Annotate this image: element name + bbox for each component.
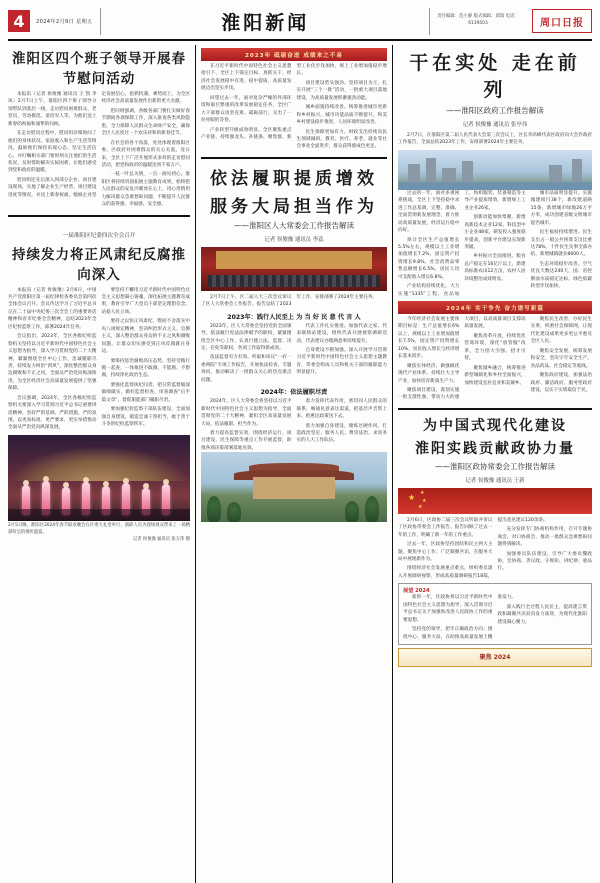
lead-byline-government-report: 记者 侯俊豫 通讯员 张亭伟 [462,122,528,128]
photo-lake [398,182,592,190]
article-subhead-npc: ——淮阳区人大常委会工作报告解读 [234,220,354,230]
lead-headline-government-report: 干在实处 走在前列 [409,52,581,101]
paragraph: 本报讯（记者 侯俊豫）2月6日，中国共产党淮阳区第一届纪律检查委员会第四次全体会议召开。会议传达学习了习近平总书记在二十届中央纪委三次全会上的重要讲话精神和省市纪委全会精神，总结2023年全区纪检监察工作，部署2024年任务。 [8,287,97,330]
article-body-npc-2023 [201,323,387,385]
paragraph: 民生福祉持续增进。民生支出占一般公共预算支出比重达78%，十件民生实事全部办结，新增城镇就业8600人。 [530,230,592,258]
paragraph: 加强委员队伍建设，引导广大委员懂政协、会协商、善议政，守规矩、讲纪律、重品行。 [497,551,592,572]
outlook-box [398,583,592,645]
article-body-report-2023 [398,190,592,298]
paragraph: 会议强调，2024年，全区各级纪检监察机关要深入学习贯彻习近平总书记重要讲话精神，坚持严的基调、严的措施、严的氛围，以更高标准、更严要求、更实举措推动全面从严治党向纵深发展。 [8,395,97,431]
star-icon: ★ [422,497,427,504]
article-body-overview [201,63,387,151]
paragraph: 要保持惩治腐败高压态势，坚持受贿行贿一起查，一体推进不敢腐、不能腐、不想腐，持续净化政治生态。 [101,358,190,379]
star-icon: ★ [418,503,423,510]
photo-hall-wall [253,477,335,499]
lead-paragraph-government-report [398,132,592,147]
article-headline-welfare: 淮阳区四个班子领导开展春节慰问活动 [12,51,186,87]
photo-taihao-temple [201,452,387,522]
article-subhead-cppcc: ——淮阳区政协常委会工作报告解读 [435,461,555,471]
paragraph: 2月7日上午，区二届人大三次会议审议了区人大常委会工作报告。报告总结了2023年工作，安排部署了2024年主要任务。 [201,294,378,308]
article-byline-cppcc: 记者 侯俊豫 通讯员 王新 [465,477,525,484]
paragraph: 着力发挥代表作用，密切同人民群众的联系，畅通民意表达渠道，把基层声音带上来、把惠民政策送下去。 [296,399,387,420]
publication-logo: 周口日报 [532,9,592,33]
photo-tree [365,496,379,522]
paragraph: 依法监督有力有效。听取和审议“一府一委两院”专项工作报告，开展执法检查、专题询问，推动解决了一批群众关心的热点难点问题。 [201,355,292,383]
paragraph: 聚焦项目建设，谋划实施一批支撑性强、带动力大的重大项目，以高质量项目支撑高质量发展。 [398,317,526,401]
article-body-welfare [8,91,190,209]
masthead [8,6,592,41]
photo-city-skyline [398,150,592,190]
masthead-credits: 责任编辑：范小静 版式编辑：邱瑞 电话：6139503 [437,14,519,26]
paragraph: 过去的一年，面对多重困难挑战，全区上下坚持稳中求进工作总基调，完整、准确、全面贯彻新发展理念，着力推动高质量发展，经济运行稳中向好。 [398,190,460,234]
photo-building [426,158,436,182]
article-body-report-2024 [398,316,592,402]
star-icon: ★ [408,492,416,502]
article-headline-npc-2: 服务大局担当作为 [210,196,378,217]
paragraph: 回望过去一年，面对复杂严峻的外部环境和艰巨繁重的改革发展稳定任务，全区广大干部群众攻坚克难、砥砺前行，交出了一份亮眼的答卷。 [201,95,292,124]
paragraph: 2023年，区人大常委会坚持党的全面领导，依法履行宪法法律赋予的职权，紧紧围绕全区中心工作，认真行使立法、监督、决定、任免等职权，各项工作取得新成效。 [201,323,292,351]
paragraph: 会议指出，2023年，全区各级纪检监察机关坚持以习近平新时代中国特色社会主义思想为指导，深入学习贯彻党的二十大精神，紧紧围绕全区中心工作，忠诚履职尽责，持续发力纠治“四风”，深化整治群众身边腐败和不正之风，全面从严治党向纵深推进，为全区经济社会高质量发展提供了坚强保障。 [8,334,97,392]
paragraph: 聚焦政府建设，加强法治政府、廉洁政府、服务型政府建设，以实干实绩取信于民。 [530,373,592,393]
subsection-title-npc-2023: 2023年：践行人民至上 为 当 好 民 意 代 言 人 [227,313,361,321]
column-middle [201,45,393,883]
paragraph: 要加强纪检监察干部队伍建设，全面加强自身建设，锻造忠诚干净担当、敢于善于斗争的纪检监察铁军。 [101,407,190,427]
outlook-tag: 展望 2024 [403,588,430,595]
page-number: 4 [8,10,30,32]
photo-cppcc-flag [398,488,592,514]
article-kicker-discipline: 一届淮阳区纪委四次全会召开 [62,232,136,239]
paragraph: 代表工作扎实推进。加强代表之家、代表联络站建设，组织代表开展视察调研活动，代表建议办理满意率持续提升。 [296,323,387,344]
photo-screen [216,251,372,269]
paragraph: 本报讯（记者 侯俊豫 通讯员 王 凯 李凤）2月7日上午，淮阳区四个班子领导分别带队到基层一线，走访慰问困难群众、老党员、劳动模范、退役军人等，为他们送上新春的祝福和诚挚的问候。 [8,92,97,127]
article-lead-npc [201,294,387,309]
article-headline-cppcc-2: 淮阳实践贡献政协力量 [415,440,575,457]
photo-backdrop [8,447,190,481]
photo-tree [345,501,359,522]
photo-building [549,165,562,182]
paragraph: 聚焦实体经济，做强做优现代产业体系，持续壮大主导产业，加快培育新质生产力。 [398,363,460,384]
paragraph: 充分发挥专门协商机构作用，召开专题协商会、对口协商会，推动一批群众急难愁盼问题得到解决。 [497,527,592,548]
paragraph: 生态环境稳步改善。空气优良天数达240天，国、省控断面水质稳定达标，绿色低碳转型步伐加快。 [530,261,592,290]
paragraph: 聚焦改革开放，持续优化营商环境，深化“放管服”改革，全力招大引强、招才引智。 [464,333,526,362]
paragraph: 慰问组还先后深入到部分企业、项目建设现场，实地了解企业生产经营、项目建设进度等情况，并送上新春祝福，勉励企业坚定发展信心，抢抓机遇、乘势而上，为全区经济社会高质量发展作出新的更大贡献。 [8,92,190,198]
paragraph: 深入践行全过程人民民主，提高建言资政和凝聚共识双向发力质效，为现代化淮阳建设凝心聚力。 [497,604,587,625]
focus-2024-box [398,648,592,667]
kicker-wrap-discipline [8,222,190,241]
photo-spring-festival-gala [8,435,190,521]
section-divider [201,157,387,159]
paragraph: 产业结构持续优化。大力实施“1335”工程，食品加工、纺织服装、装备制造等主导产业提质增效，新增规上工业企业26家。 [398,190,526,297]
paragraph: 聚焦民生改善，办好民生实事，织密社会保障网，让现代化建设成果更多更公平惠及全区人民。 [530,317,592,345]
paragraph: 过去一年，区政协坚持团结和民主两大主题，聚焦中心工作，广泛凝聚共识，在服务大局中展现新作为。 [398,542,493,562]
article-byline-npc: 记者 侯俊豫 通讯员 李蕊 [264,236,324,243]
paragraph: 民生保障更加有力。财政支出持续向民生领域倾斜，教育、医疗、养老、就业等社会事业全面进步，群众获得感成色更足。 [296,129,387,150]
paragraph: 要坚持不懈用习近平新时代中国特色社会主义思想凝心铸魂，深化拓展主题教育成果，教育引导广大党员干部坚定理想信念、站稳人民立场。 [101,287,190,315]
column-left [8,45,196,883]
photo-building [442,168,456,182]
photo-building [462,161,473,182]
paragraph: 要持之以恒正风肃纪，锲而不舍落实中央八项规定精神，坚决纠治形式主义、官僚主义，深入整治群众身边的不正之风和腐败问题，让群众切实感受到正风反腐就在身边。 [101,319,190,355]
paragraph: 着力提高监督实效，围绕经济运行、项目建设、民生保障等重点工作开展监督，助推各项决策部署落地见效。 [201,430,292,451]
paragraph: 2月7日，在淮阳区第二届人民代表大会第三次会议上，区长李高峰代表区政府向大会作政府工作报告，全面总结2023年工作，安排部署2024年主要任务。 [398,133,593,146]
article-headline-cppcc-1: 为中国式现代化建设 [423,417,567,434]
paragraph: 新的一年，区政协将以习近平新时代中国特色社会主义思想为指导，深入贯彻习近平总书记关于加强和改进人民政协工作的重要思想。 [403,595,493,623]
photo-stage-floor [8,509,190,521]
photo-building [408,164,420,182]
paragraph: 2月6日，区政协二届三次会议听取并审议了区政协常委会工作报告。报告回顾了过去一年的工作，明确了新一年的工作重点。 [398,517,493,538]
focus-2024-title: 聚焦 2024 [479,653,511,661]
paragraph: 要强化监督执纪问责，把日常监督做深做细做实，做好监督检查、审查调查“后半篇文章”，督促职能部门履职尽责。 [101,382,190,403]
paragraph: 创新动能加快集聚。新增高新技术企业12家、科技型中小企业48家，研发投入强度稳步提高，创新平台建设实现新突破。 [464,215,526,250]
paragraph: 在习近平新时代中国特色社会主义思想指引下，全区上下锚定目标、真抓实干，经济社会发展稳中有进、稳中提质，高质量发展迈出坚实步伐。 [201,64,292,92]
article-headline-npc-1: 依法履职提质增效 [210,168,378,189]
photo-delegates [208,275,379,287]
paragraph: 慰问组强调，各级各部门要扎实做好春节期间各项保障工作，深入排查各类风险隐患，全力保障人民群众生命财产安全，确保全区人民度过一个欢乐祥和的新春佳节。 [101,108,190,137]
publish-date: 2024年2月9日 星期五 [36,18,93,25]
paragraph: 着力加强自身建设，锤炼过硬作风，打造政治坚定、服务人民、尊崇法治、求真务实的人大工作队伍。 [296,423,387,444]
paragraph: 今年经济社会发展主要预期目标是：生产总值增长6%以上，规模以上工业增加值增长7.5%，固定资产投资增长10%，居民收入增长与经济增长基本同步。 [398,317,460,360]
section-divider [8,215,190,217]
masthead-title: 淮阳新闻 [100,8,430,35]
paragraph: 产业转型升级成效明显。全区聚焦重点产业链，持续强龙头、补链条、聚集群，新型工业化步伐加快，规上工业增加值稳步增长。 [201,64,387,140]
photo-tree [227,502,241,522]
photo-tree [207,496,221,522]
paragraph: 2024年，区人大常委会将坚持以习近平新时代中国特色社会主义思想为指导，全面贯彻党的二十大精神，紧扣全区高质量发展大局，依法履职、担当作为。 [201,399,292,427]
paragraph: 项目建设势头强劲。坚持项目为王，扎实开展“三个一批”活动，一批重大项目落地建设，为高质量发展积蓄强劲动能。 [296,80,387,101]
paragraph: 聚焦安全发展，统筹发展和安全，坚决守牢安全生产、食品药品、社会稳定等底线。 [530,348,592,369]
article-body-discipline [8,287,190,433]
photo-caption: 2月5日晚，淮阳区2024年春节联欢晚会在区委大礼堂举行，演职人员为现场观众带来了一场精彩纷呈的视听盛宴。 [8,523,190,535]
section-banner-2024: 2024年 实干争先 奋力谱写新篇 [398,301,592,314]
section-banner-top: 2023年 砥砺奋进 成绩来之不易 [201,48,387,61]
article-headline-discipline: 持续发力将正风肃纪反腐推向深入 [12,246,186,283]
paragraph: 预计全区生产总值增长5.5%左右，规模以上工业增加值增长7.2%，固定资产投资增长9.8%，社会消费品零售总额增长6.5%，居民人均可支配收入增长6.8%。 [398,237,460,280]
column-right [398,45,592,883]
paragraph: 城市品质明显提升。实施城建项目38个，新改建道路15条，新增城市绿地26万平方米，成功创建省级文明城市提名城市。 [530,190,592,226]
section-divider [398,408,592,410]
article-body-cppcc [398,517,592,581]
paragraph: 坚持党的领导，把牢正确政治方向；围绕中心、服务大局，在助推高质量发展上精准发力。 [403,595,516,640]
paragraph: 一枝一叶总关情，一点一滴见初心。淮阳区将持续巩固拓展主题教育成果，始终把人民群众的安危冷暖放在心上，用心用情用力解决群众急难愁盼问题，不断提升人民群众的获得感、幸福感、安全感。 [101,172,190,208]
paragraph: 在社会的各个角落，处处体现着淮阳区委、区政府对困难群众的关心关爱。连日来，全区上下广泛开展形式多样的走访慰问活动，把党和政府的温暖送到千家万户。 [101,140,190,168]
lead-subhead-government-report: ——淮阳区政府工作报告解读 [446,106,544,115]
photo-peoples-congress-session [201,247,387,291]
paragraph: 在走访慰问过程中，慰问组详细询问了他们的身体状况、家庭收入和生产生活等情况，鼓励他们保持乐观心态、坚定生活信心，并叮嘱相关部门要时刻关注他们的生活状况，及时帮助解决实际困难，让他们感受到党和政府的温暖。 [8,131,97,174]
paragraph: 乡村振兴全面推进。粮食总产稳定在16亿斤以上，新建高标准农田12万亩，农村人居环境整治成效明显。 [464,254,526,282]
paragraph: 自身建设不断加强。深入开展学习贯彻习近平新时代中国特色社会主义思想主题教育，常委会组成人员和机关干部的履职能力明显提升。 [296,348,387,376]
subsection-title-npc-2024: 2024年：依法履职尽责 [260,389,328,397]
page-columns [8,45,592,883]
photo-credit: 记者 侯俊豫 通讯员 张万伟 摄 [132,537,190,543]
paragraph: 聚焦城乡融合，统筹推进新型城镇化和乡村全面振兴，加快建设宜居宜业和美城乡。 [464,365,526,386]
photo-building [572,159,582,182]
outlook-body [403,594,587,641]
paragraph: 城乡面貌持续改善。统筹推进城市更新和乡村振兴，城市功能品质不断提升，和美乡村建设稳步推进，人居环境明显改善。 [296,105,387,126]
article-body-npc-2024 [201,398,387,452]
star-icon: ★ [420,489,425,496]
paragraph: 围绕经济社会发展重点难点，组织委员深入开展调研视察，形成高质量调研报告18篇，提出意见建议120余条。 [398,517,548,579]
